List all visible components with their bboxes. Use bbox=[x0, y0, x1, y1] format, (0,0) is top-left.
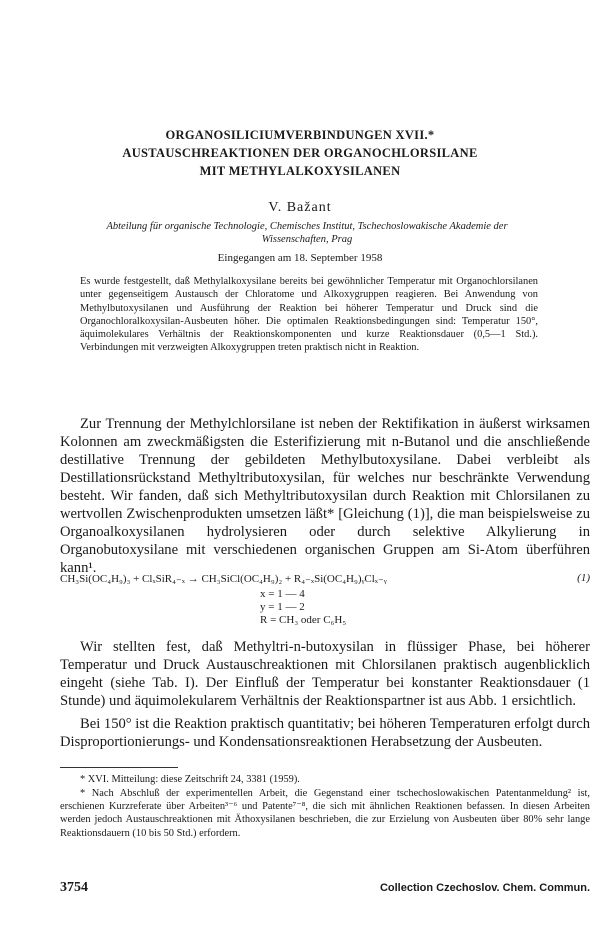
abstract bbox=[80, 275, 538, 355]
footnote-1-block bbox=[60, 773, 590, 786]
equation-condition-y: y = 1 — 2 bbox=[260, 601, 305, 613]
article-title-line-1: ORGANOSILICIUMVERBINDUNGEN XVII.* bbox=[165, 128, 435, 142]
equation-1-number: (1) bbox=[577, 572, 590, 584]
body-paragraph-3: Bei 150° ist die Reaktion praktisch quantitativ; bei höheren Temperaturen erfolgt durch Disproportionierungs- und Kondensationsreaktionen Herabsetzung der Ausbeuten. bbox=[60, 716, 590, 750]
equation-condition-x: x = 1 — 4 bbox=[260, 588, 305, 600]
body-paragraph-1: Zur Trennung der Methylchlorsilane ist neben der Rektifikation in äußerst wirksamen Kolonnen am zweckmäßigsten die Esterifizierung mit n-Butanol und die anschließende destillative Trennung der gebildeten Methylbutoxysilane. Dabei verbleibt als Destillationsrückstand Methyltributoxysilan, für welches nur beschränkte Verwendung besteht. Wir fanden, daß sich Methyltributoxysilan durch Reaktion mit Chlorsilanen zu wertvollen Zwischenprodukten umsetzen läßt* [Gleichung (1)], die man beispielsweise zu Organoalkoxysilanen hydrolysieren oder durch selektive Alkylierung in Organobutoxysilane mit verschiedenen organischen Gruppen am Si-Atom überführen kann¹. bbox=[60, 416, 590, 576]
footnote-rule bbox=[60, 767, 178, 768]
body-paragraph-2: Wir stellten fest, daß Methyltri-n-butoxysilan in flüssiger Phase, bei höherer Temperatur und Druck Austauschreaktionen mit Chlorsilanen praktisch augenblicklich eingeht (siehe Tab. I). Der Einfluß der Temperatur bei konstanter Reaktionsdauer (1 Stunde) und äquimolekularem Verhältnis der Reaktionspartner ist aus Abb. 1 ersichtlich. bbox=[60, 639, 590, 709]
page-number: 3754 bbox=[60, 880, 88, 895]
equation-condition-r: R = CH₃ oder C₆H₅ bbox=[260, 614, 347, 626]
article-title-line-2: AUSTAUSCHREAKTIONEN DER ORGANOCHLORSILANE bbox=[122, 146, 478, 160]
equation-1-formula: CH₃Si(OC₄H₉)₃ + ClₓSiR₄₋ₓ → CH₃SiCl(OC₄H₉)₂ + R₄₋ₓSi(OC₄H₉)ᵧClₓ₋ᵧ bbox=[60, 573, 387, 585]
article-title-line-3: MIT METHYLALKOXYSILANEN bbox=[199, 164, 401, 178]
body-paragraph-1-block bbox=[60, 415, 590, 577]
body-paragraph-2-block bbox=[60, 638, 590, 710]
author-name: V. Bažant bbox=[268, 200, 332, 215]
footnote-2-block bbox=[60, 787, 590, 840]
journal-name: Collection Czechoslov. Chem. Commun. bbox=[379, 882, 590, 894]
equation-1 bbox=[60, 572, 590, 587]
affiliation-line-1: Abteilung für organische Technologie, Chemisches Institut, Tschechoslowakische Akademie der bbox=[106, 221, 508, 232]
body-paragraph-3-block bbox=[60, 715, 590, 751]
footnote-2: * Nach Abschluß der experimentellen Arbeit, die Gegenstand einer tschechoslowakischen Patentanmeldung² ist, erschienen Kurzreferate über Arbeiten³⁻⁶ und Patente⁷⁻⁸, die sich mit ähnlichen Reaktionen befassen. In diesen Arbeiten werden jedoch Austauschreaktionen mit Äthoxysilanen beschrieben, die zur Erzielung von Ausbeuten über 80% sehr lange Reaktionsdauern (10 bis 50 Std.) erfordern. bbox=[60, 788, 590, 839]
affiliation-line-2: Wissenschaften, Prag bbox=[261, 234, 353, 245]
received-date: Eingegangen am 18. September 1958 bbox=[217, 252, 383, 264]
abstract-text: Es wurde festgestellt, daß Methylalkoxysilane bereits bei gewöhnlicher Temperatur mit Organochlorsilanen unter gegenseitigem Austausch der Chloratome und Alkoxygruppen reagieren. Bei Anwendung von Methylbutoxysilanen und Ausführung der Reaktion bei höherer Temperatur und Druck sind die Organochloralkoxysilan-Ausbeuten höher. Die optimalen Reaktionsbedingungen sind: Temperatur 150°, äquimolekulares Verhältnis der Reaktionskomponenten und kurze Reaktionsdauer (0,5—1 Std.). Verbindungen mit verzweigten Alkoxygruppen treten praktisch nicht in Reaktion. bbox=[80, 276, 538, 354]
footnote-1: * XVI. Mitteilung: diese Zeitschrift 24, 3381 (1959). bbox=[80, 774, 300, 785]
